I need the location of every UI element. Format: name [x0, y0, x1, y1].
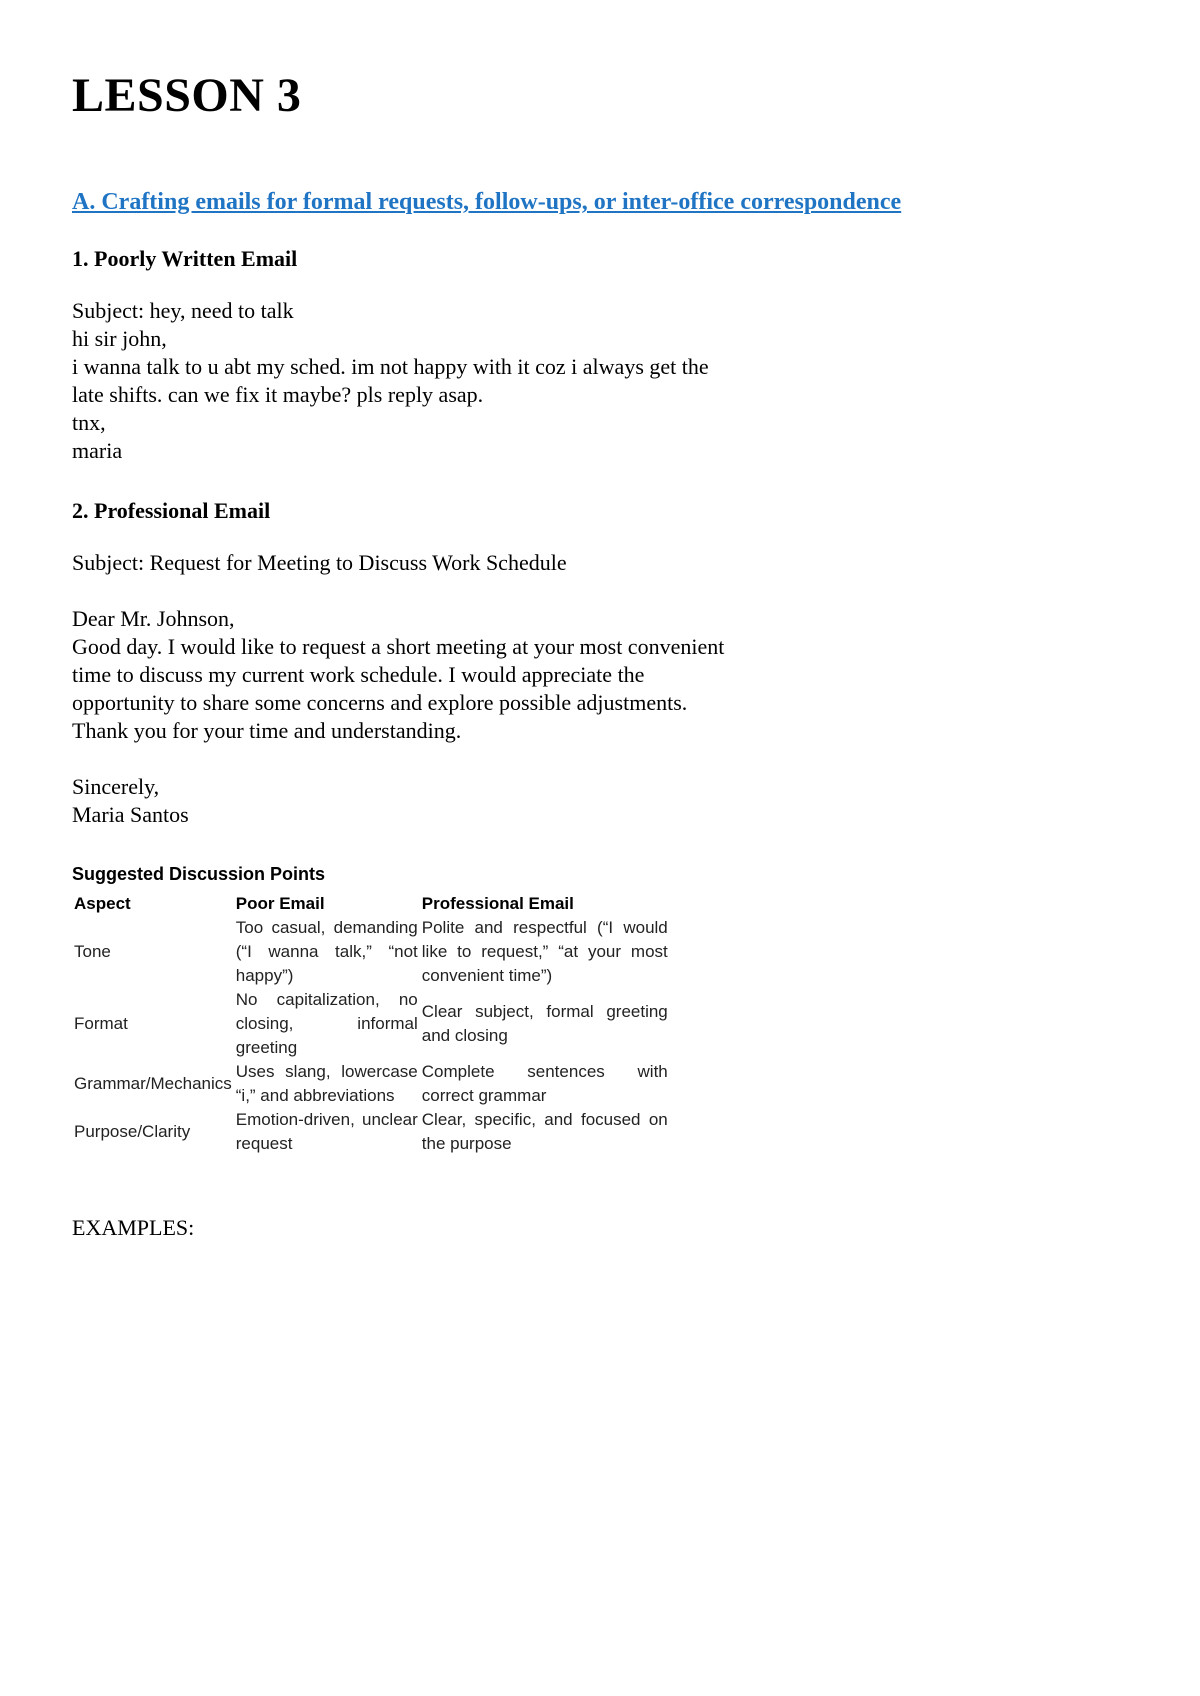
professional-email-line: Good day. I would like to request a short meeting at your most convenient	[72, 634, 725, 659]
table-row	[72, 1060, 670, 1108]
poor-email-line: late shifts. can we fix it maybe? pls reply asap.	[72, 382, 484, 407]
poor-email-line: maria	[72, 438, 123, 463]
professional-email-line: opportunity to share some concerns and explore possible adjustments.	[72, 690, 688, 715]
table-cell-poor: Too casual, demanding (“I wanna talk,” “not happy”)	[235, 918, 418, 985]
table-cell-professional: Clear, specific, and focused on the purpose	[421, 1110, 668, 1153]
professional-email-signature: Maria Santos	[72, 802, 189, 827]
table-cell-poor: Emotion-driven, unclear request	[235, 1110, 418, 1153]
poor-email-line: i wanna talk to u abt my sched. im not happy with it coz i always get the	[72, 354, 709, 379]
table-cell-professional: Polite and respectful (“I would like to request,” “at your most convenient time”)	[421, 918, 668, 985]
table-row	[72, 988, 670, 1060]
table-cell-poor: No capitalization, no closing, informal greeting	[235, 990, 418, 1057]
section-heading-link[interactable]: A. Crafting emails for formal requests, follow-ups, or inter-office correspondence	[72, 189, 902, 215]
professional-email-line: Dear Mr. Johnson,	[72, 606, 235, 631]
examples-label: EXAMPLES:	[72, 1215, 195, 1240]
table-header-row	[72, 890, 670, 916]
table-cell-professional: Clear subject, formal greeting and closing	[421, 1002, 668, 1045]
table-cell-poor: Uses slang, lowercase “i,” and abbreviations	[235, 1062, 418, 1105]
table-cell-aspect: Grammar/Mechanics	[74, 1074, 232, 1093]
table-caption: Suggested Discussion Points	[72, 864, 326, 884]
professional-email-body	[72, 549, 724, 829]
table-row	[72, 916, 670, 988]
table-cell-aspect: Tone	[74, 942, 111, 961]
professional-email-line: Thank you for your time and understanding.	[72, 718, 462, 743]
table-row	[72, 1108, 670, 1156]
poor-email-heading: 1. Poorly Written Email	[72, 246, 298, 271]
poor-email-line: hi sir john,	[72, 326, 167, 351]
table-cell-aspect: Format	[74, 1014, 128, 1033]
professional-email-subject: Subject: Request for Meeting to Discuss Work Schedule	[72, 550, 567, 575]
table-header-poor: Poor Email	[235, 894, 325, 913]
lesson-title: LESSON 3	[72, 69, 302, 122]
professional-email-heading: 2. Professional Email	[72, 498, 271, 523]
professional-email-line: time to discuss my current work schedule. I would appreciate the	[72, 662, 645, 687]
table-cell-professional: Complete sentences with correct grammar	[421, 1062, 668, 1105]
table-cell-aspect: Purpose/Clarity	[74, 1122, 191, 1141]
poor-email-line: tnx,	[72, 410, 106, 435]
poor-email-line: Subject: hey, need to talk	[72, 298, 294, 323]
poor-email-body	[72, 297, 709, 465]
discussion-points-table	[72, 890, 670, 1156]
table-header-professional: Professional Email	[421, 894, 574, 913]
professional-email-closing: Sincerely,	[72, 774, 160, 799]
table-header-aspect: Aspect	[74, 894, 131, 913]
